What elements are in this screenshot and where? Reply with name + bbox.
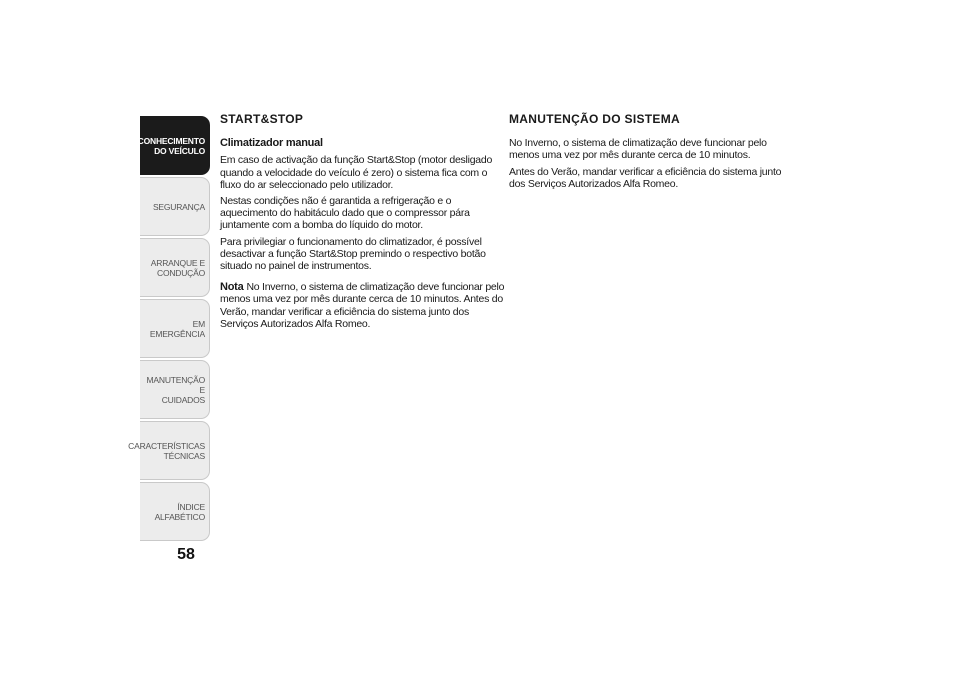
- page-number: 58: [177, 546, 195, 563]
- tab-manutencao-e-cuidados[interactable]: [140, 360, 210, 419]
- section-title: START&STOP: [220, 112, 304, 126]
- tab-label: MANUTENÇÃO E CUIDADOS: [146, 374, 205, 405]
- tab-label: CARACTERÍSTICAS TÉCNICAS: [128, 440, 205, 461]
- tab-seguranca[interactable]: [140, 177, 210, 236]
- tab-label: ÍNDICE ALFABÉTICO: [154, 501, 205, 522]
- tab-label: SEGURANÇA: [152, 201, 205, 212]
- tab-label: CONHECIMENTO DO VEÍCULO: [137, 135, 205, 156]
- paragraph: Nestas condições não é garantida a refrigeração e o aquecimento do habitáculo dado que o compressor pára juntamente com a bomba do líquido do motor.: [220, 195, 470, 232]
- maintenance-section: [509, 113, 789, 194]
- tab-indice-alfabetico[interactable]: [140, 482, 210, 541]
- paragraph: Antes do Verão, mandar verificar a eficiência do sistema junto dos Serviços Autorizados Alfa Romeo.: [509, 165, 782, 190]
- tab-em-emergencia[interactable]: [140, 299, 210, 358]
- tab-label: EM EMERGÊNCIA: [149, 318, 205, 339]
- subsection-title: Climatizador manual: [220, 137, 323, 150]
- note-label: Nota: [220, 281, 244, 294]
- note-paragraph: [220, 281, 505, 330]
- tab-arranque-e-conducao[interactable]: [140, 238, 210, 297]
- tab-caracteristicas-tecnicas[interactable]: [128, 421, 210, 480]
- paragraph: Para privilegiar o funcionamento do climatizador, é possível desactivar a função Start&Stop premindo o respectivo botão situado no painel de instrumentos.: [220, 235, 486, 273]
- section-title: MANUTENÇÃO DO SISTEMA: [509, 112, 680, 126]
- paragraph: No Inverno, o sistema de climatização deve funcionar pelo menos uma vez por mês durante cerca de 10 minutos.: [509, 137, 767, 162]
- tab-label: ARRANQUE E CONDUÇÃO: [150, 257, 205, 278]
- chapter-tabs: [128, 116, 210, 543]
- start-stop-section: [220, 113, 505, 334]
- note-text: No Inverno, o sistema de climatização deve funcionar pelo menos uma vez por mês durante cerca de 10 minutos. Antes do Verão, mandar verificar a eficiência do sistema junto dos Serviços Autorizados Alfa Romeo.: [220, 281, 505, 330]
- tab-conhecimento-do-veiculo[interactable]: [137, 116, 210, 175]
- paragraph: Em caso de activação da função Start&Stop (motor desligado quando a velocidade do veículo é zero) o sistema fica com o fluxo do ar seleccionado pelo utilizador.: [220, 154, 493, 191]
